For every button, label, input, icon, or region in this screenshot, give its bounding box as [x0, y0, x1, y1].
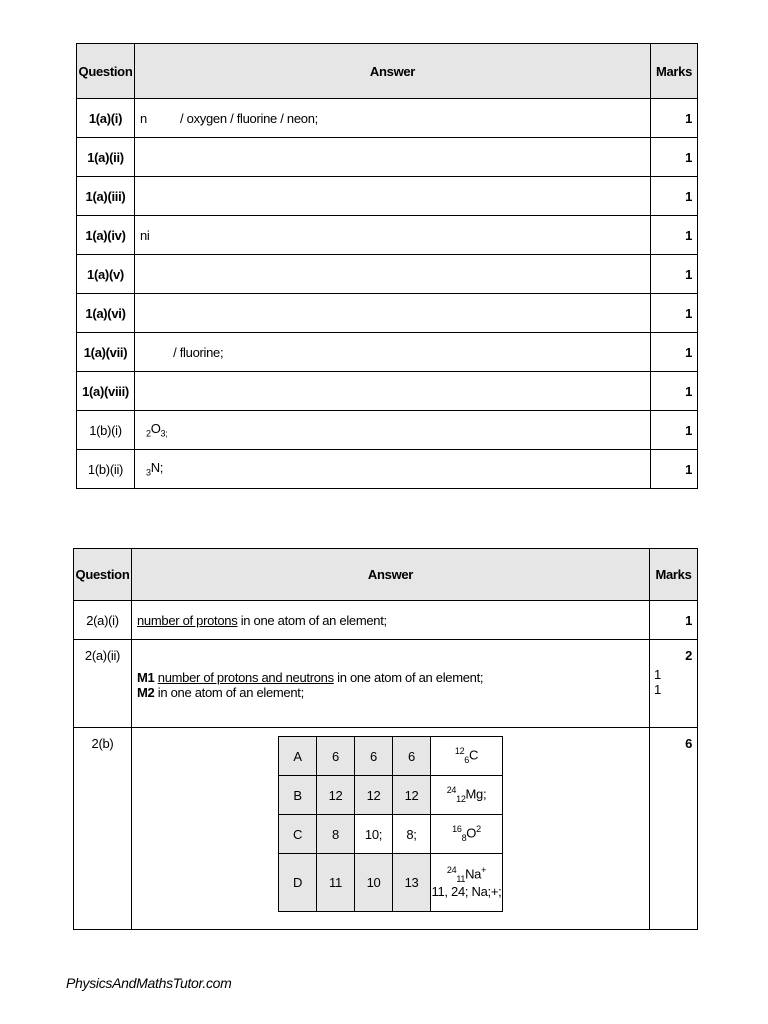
particle-value: 6	[355, 737, 393, 776]
particle-value: 6	[317, 737, 355, 776]
mass-number: 24	[446, 865, 457, 876]
mark-value: 1	[651, 450, 698, 489]
mark-value: 1	[651, 177, 698, 216]
header-marks: Marks	[650, 549, 698, 601]
element-symbol: O	[466, 825, 477, 841]
isotope-symbol	[431, 854, 503, 912]
header-answer: Answer	[135, 44, 651, 99]
footer-site-name: PhysicsAndMathsTutor.com	[66, 975, 232, 991]
sub-mark: 1	[654, 682, 661, 697]
isotope-symbol	[431, 737, 503, 776]
answer-line-m1	[137, 670, 649, 685]
answer-rest: in one atom of an element;	[154, 685, 304, 700]
answer-text: ni	[135, 216, 651, 255]
mark-scheme-table-1	[76, 43, 698, 489]
formula-main: O	[150, 421, 161, 437]
particle-label: A	[279, 737, 317, 776]
question-number: 2(a)(i)	[74, 601, 132, 640]
answer-text	[132, 640, 650, 728]
table-header-row	[77, 44, 698, 99]
mark-value: 1	[651, 294, 698, 333]
header-question: Question	[77, 44, 135, 99]
answer-text	[135, 177, 651, 216]
mark-value: 1	[651, 411, 698, 450]
table-row	[77, 372, 698, 411]
ion-charge: +	[481, 865, 487, 876]
element-symbol: Mg;	[465, 786, 487, 802]
mass-number: 16	[452, 824, 462, 835]
answer-formula	[135, 450, 651, 489]
point-label: M1	[137, 670, 155, 685]
question-number: 1(a)(vi)	[77, 294, 135, 333]
atomic-number: 12	[456, 793, 466, 804]
mark-value: 6	[650, 728, 698, 930]
particle-label: B	[279, 776, 317, 815]
table-row	[77, 177, 698, 216]
element-symbol: C	[469, 747, 479, 763]
particle-row	[279, 776, 503, 815]
particle-value: 8;	[393, 815, 431, 854]
table-row	[74, 728, 698, 930]
mark-cell	[650, 640, 698, 728]
particle-value: 11	[317, 854, 355, 912]
table-row	[74, 640, 698, 728]
question-number: 2(a)(ii)	[74, 640, 132, 728]
particle-row	[279, 737, 503, 776]
answer-text	[135, 255, 651, 294]
particle-value: 10	[355, 854, 393, 912]
mark-value: 1	[651, 333, 698, 372]
table-row	[77, 411, 698, 450]
question-number: 1(a)(vii)	[77, 333, 135, 372]
header-marks: Marks	[651, 44, 698, 99]
answer-underlined: number of protons and neutrons	[157, 670, 334, 685]
answer-rest: in one atom of an element;	[333, 670, 484, 685]
particle-value: 6	[393, 737, 431, 776]
particle-value: 12	[317, 776, 355, 815]
answer-note: 11, 24; Na;+;	[431, 883, 502, 899]
answer-text	[135, 372, 651, 411]
particle-row	[279, 854, 503, 912]
particle-value: 10;	[355, 815, 393, 854]
question-number: 1(a)(i)	[77, 99, 135, 138]
answer-formula	[135, 411, 651, 450]
answer-text	[135, 294, 651, 333]
element-symbol: Na	[465, 866, 482, 882]
mark-value: 1	[651, 138, 698, 177]
question-number: 1(a)(iv)	[77, 216, 135, 255]
question-number: 1(b)(i)	[77, 411, 135, 450]
mark-value: 1	[651, 372, 698, 411]
particle-table	[278, 736, 503, 912]
answer-text: / fluorine;	[135, 333, 651, 372]
answer-rest: in one atom of an element;	[237, 612, 387, 628]
mark-value: 1	[651, 255, 698, 294]
formula-subscript: 3	[146, 467, 151, 478]
particle-value: 8	[317, 815, 355, 854]
atomic-number: 11	[456, 873, 466, 884]
mark-value: 1	[650, 601, 698, 640]
answer-grid-cell	[132, 728, 650, 930]
question-number: 2(b)	[74, 728, 132, 930]
mark-value: 1	[651, 99, 698, 138]
table-row	[77, 216, 698, 255]
question-number: 1(a)(viii)	[77, 372, 135, 411]
header-answer: Answer	[132, 549, 650, 601]
table-row	[74, 601, 698, 640]
mark-value: 1	[651, 216, 698, 255]
particle-value: 12	[393, 776, 431, 815]
answer-underlined: number of protons	[137, 612, 238, 628]
question-number: 1(a)(v)	[77, 255, 135, 294]
table-row	[77, 450, 698, 489]
table-header-row	[74, 549, 698, 601]
formula-main: N;	[150, 460, 164, 476]
question-number: 1(b)(ii)	[77, 450, 135, 489]
question-number: 1(a)(iii)	[77, 177, 135, 216]
particle-value: 12	[355, 776, 393, 815]
particle-value: 13	[393, 854, 431, 912]
formula-subscript: 3;	[160, 428, 168, 439]
header-question: Question	[74, 549, 132, 601]
isotope-symbol	[431, 815, 503, 854]
answer-text	[135, 138, 651, 177]
point-label: M2	[137, 685, 155, 700]
isotope-symbol	[431, 776, 503, 815]
table-row	[77, 255, 698, 294]
particle-label: C	[279, 815, 317, 854]
mass-number: 24	[446, 785, 457, 796]
table-row	[77, 294, 698, 333]
answer-text: n / oxygen / fluorine / neon;	[135, 99, 651, 138]
sub-mark: 1	[654, 667, 661, 682]
answer-text	[132, 601, 650, 640]
particle-label: D	[279, 854, 317, 912]
mark-value: 2	[685, 648, 692, 663]
mass-number: 12	[454, 746, 465, 757]
particle-row	[279, 815, 503, 854]
table-row	[77, 99, 698, 138]
atomic-number: 8	[461, 832, 467, 843]
formula-subscript: 2	[146, 428, 151, 439]
table-row	[77, 333, 698, 372]
question-number: 1(a)(ii)	[77, 138, 135, 177]
mark-scheme-table-2	[73, 548, 698, 930]
answer-line-m2	[137, 685, 649, 700]
ion-charge: 2	[476, 824, 481, 835]
table-row	[77, 138, 698, 177]
atomic-number: 6	[464, 754, 470, 765]
